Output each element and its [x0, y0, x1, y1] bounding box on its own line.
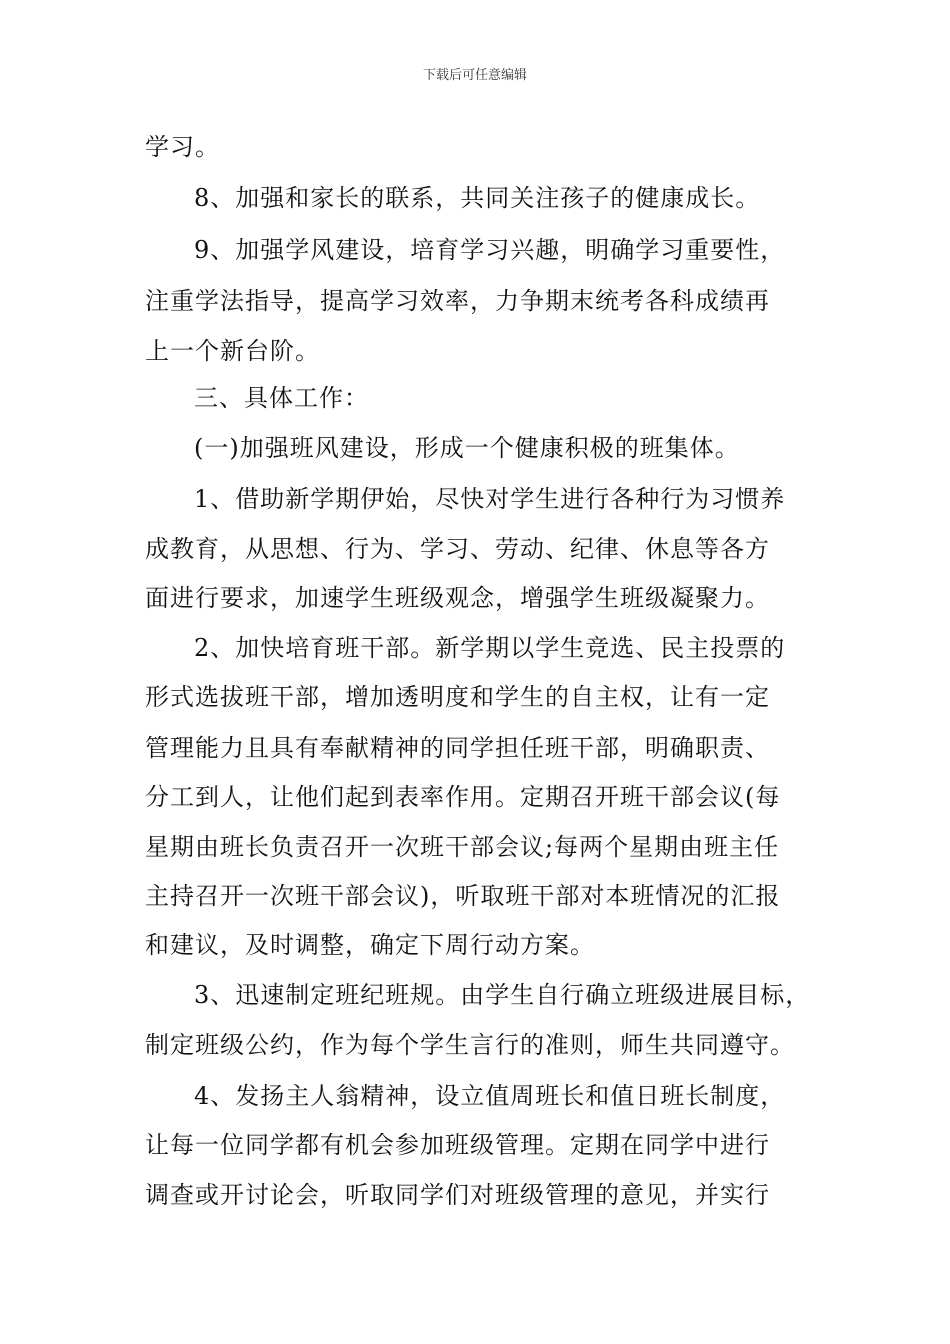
text-line: 和建议，及时调整，确定下周行动方案。 [145, 931, 595, 959]
text-line: 学习。 [145, 133, 220, 161]
text-line: 让每一位同学都有机会参加班级管理。定期在同学中进行 [145, 1131, 770, 1159]
text-line: 星期由班长负责召开一次班干部会议;每两个星期由班主任 [145, 833, 780, 861]
text-line: 主持召开一次班干部会议)，听取班干部对本班情况的汇报 [145, 882, 781, 910]
text-line: 3、迅速制定班纪班规。由学生自行确立班级进展目标， [194, 981, 811, 1009]
text-line: 分工到人，让他们起到表率作用。定期召开班干部会议(每 [145, 783, 781, 811]
text-line: 制定班级公约，作为每个学生言行的准则，师生共同遵守。 [145, 1031, 795, 1059]
text-line: 2、加快培育班干部。新学期以学生竞选、民主投票的 [194, 634, 786, 662]
text-line: 9、加强学风建设，培育学习兴趣，明确学习重要性， [194, 236, 786, 264]
text-line: 1、借助新学期伊始，尽快对学生进行各种行为习惯养 [194, 485, 786, 513]
text-line: 调查或开讨论会，听取同学们对班级管理的意见，并实行 [145, 1181, 770, 1209]
text-line: 形式选拔班干部，增加透明度和学生的自主权，让有一定 [145, 683, 770, 711]
text-line: 注重学法指导，提高学习效率，力争期末统考各科成绩再 [145, 287, 770, 315]
section-heading: 三、具体工作： [194, 384, 369, 412]
text-line: 成教育，从思想、行为、学习、劳动、纪律、休息等各方 [145, 535, 770, 563]
text-line: 8、加强和家长的联系，共同关注孩子的健康成长。 [194, 184, 761, 212]
text-line: 面进行要求，加速学生班级观念，增强学生班级凝聚力。 [145, 584, 770, 612]
page-header: 下载后可任意编辑 [422, 68, 527, 83]
text-line: 管理能力且具有奉献精神的同学担任班干部，明确职责、 [145, 734, 770, 762]
text-line: 上一个新台阶。 [145, 337, 320, 365]
text-line: 4、发扬主人翁精神，设立值周班长和值日班长制度， [194, 1082, 786, 1110]
subsection-heading: (一)加强班风建设，形成一个健康积极的班集体。 [194, 434, 740, 462]
